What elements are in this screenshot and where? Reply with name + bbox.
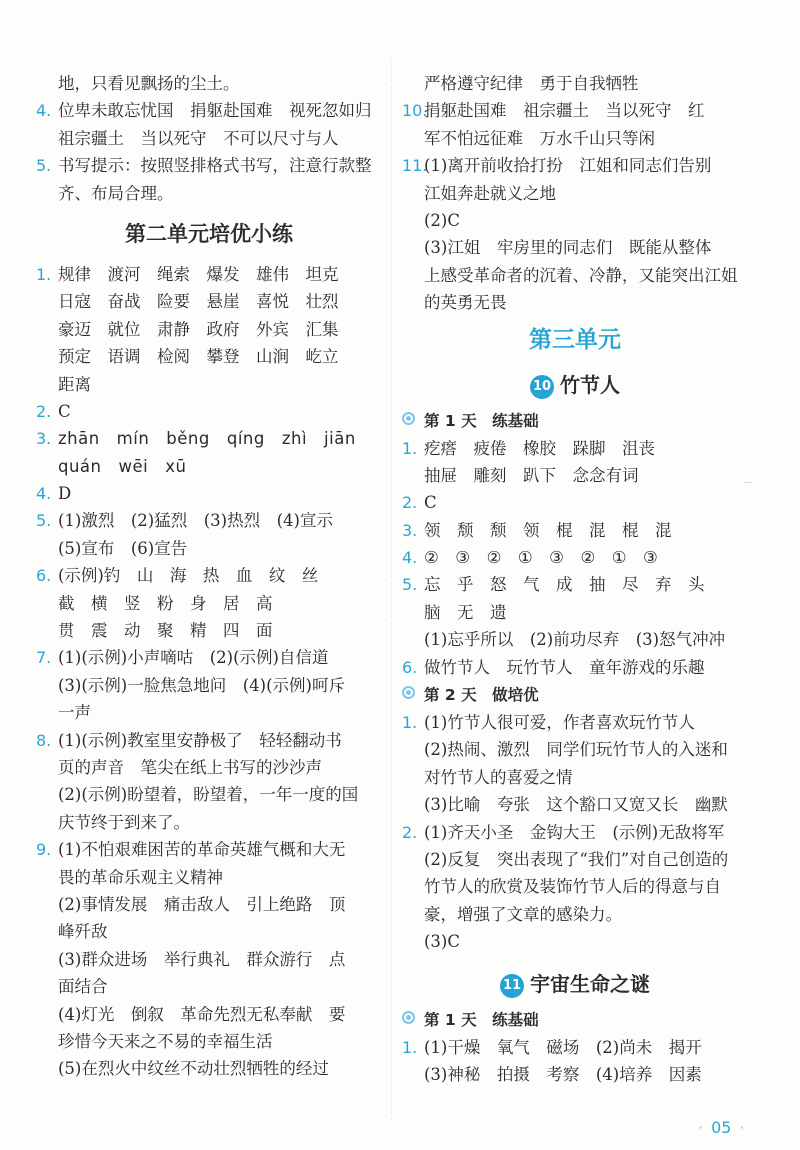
answer-text: (1)不怕艰难困苦的革命英雄气概和大无 xyxy=(58,840,346,860)
answer-text: 疙瘩 疲倦 橡胶 跺脚 沮丧 xyxy=(424,438,655,458)
answer-line xyxy=(36,1028,382,1055)
answer-line xyxy=(402,97,748,124)
answer-line xyxy=(402,764,748,791)
answer-text: 竹节人的欣赏及装饰竹节人后的得意与自 xyxy=(424,877,721,897)
answer-line xyxy=(36,727,382,754)
dot-icon: · xyxy=(739,1118,745,1137)
answer-line xyxy=(402,489,748,516)
answer-line xyxy=(402,1034,748,1061)
answer-text: 豪，增强了文章的感染力。 xyxy=(424,904,622,924)
answer-text: (2)事情发展 痛击敌人 引上绝路 顶 xyxy=(58,894,346,914)
answer-line xyxy=(402,654,748,681)
answer-text: (1)离开前收拾打扮 江姐和同志们告别 xyxy=(424,156,712,176)
lesson-title-text: 竹节人 xyxy=(560,372,620,397)
answer-line xyxy=(402,1061,748,1088)
question-number: 8. xyxy=(36,730,52,750)
answer-line xyxy=(402,736,748,763)
question-number: 5. xyxy=(36,156,52,176)
answer-text: 抽屉 雕刻 趴下 念念有词 xyxy=(424,465,639,485)
answer-line xyxy=(402,599,748,626)
answer-line xyxy=(402,435,748,462)
answer-text: 捐躯赴国难 祖宗疆土 当以死守 红 xyxy=(424,101,705,121)
answer-text: 面结合 xyxy=(58,977,108,997)
answer-text: (3)比喻 夸张 这个豁口又宽又长 幽默 xyxy=(424,795,728,815)
answer-line xyxy=(36,425,382,452)
answer-text: (1)竹节人很可爱，作者喜欢玩竹节人 xyxy=(424,713,695,733)
question-number: 5. xyxy=(402,575,418,595)
answer-line xyxy=(36,125,382,152)
answer-text: (3)(示例)一脸焦急地问 (4)(示例)呵斥 xyxy=(58,675,345,695)
day-heading xyxy=(402,1006,748,1034)
answer-text: (4)灯光 倒叙 革命先烈无私奉献 要 xyxy=(58,1004,346,1024)
answer-line xyxy=(402,819,748,846)
answer-line xyxy=(402,462,748,489)
day-heading xyxy=(402,681,748,709)
answer-line xyxy=(36,398,382,425)
question-number: 3. xyxy=(402,520,418,540)
answer-text: 地，只看见飘扬的尘土。 xyxy=(58,74,240,93)
question-number: 1. xyxy=(402,713,418,733)
answer-text: 贯 震 动 聚 精 四 面 xyxy=(58,621,273,641)
answer-text: 军不怕远征难 万水千山只等闲 xyxy=(424,128,655,148)
answer-text: (2)(示例)盼望着，盼望着，一年一度的国 xyxy=(58,785,359,805)
answer-line xyxy=(402,626,748,653)
answer-text: zhān mín běng qíng zhì jiān xyxy=(58,429,356,449)
question-number: 4. xyxy=(36,101,52,121)
answer-line xyxy=(402,846,748,873)
answer-text: (3)C xyxy=(424,932,460,952)
answer-text: (示例)钓 山 海 热 血 纹 丝 xyxy=(58,566,319,586)
answer-text: 位卑未敢忘忧国 捐躯赴国难 视死忽如归 xyxy=(58,101,372,121)
section-title: 第二单元培优小练 xyxy=(125,221,293,246)
answer-text: (5)在烈火中纹丝不动壮烈牺牲的经过 xyxy=(58,1059,329,1079)
right-column xyxy=(402,70,748,1088)
answer-text: 峰歼敌 xyxy=(58,922,108,942)
question-number: 6. xyxy=(402,657,418,677)
answer-line xyxy=(402,571,748,598)
bullseye-icon xyxy=(402,412,415,425)
answer-line xyxy=(36,809,382,836)
question-number: 2. xyxy=(402,493,418,513)
answer-line xyxy=(36,288,382,315)
question-number: 4. xyxy=(402,548,418,568)
answer-text: 齐、布局合理。 xyxy=(58,183,174,203)
answer-text: 做竹节人 玩竹节人 童年游戏的乐趣 xyxy=(424,657,705,677)
answer-text: (1)齐天小圣 金钩大王 (示例)无敌将军 xyxy=(424,822,725,842)
answer-text: (1)激烈 (2)猛烈 (3)热烈 (4)宣示 xyxy=(58,511,333,531)
column-divider xyxy=(391,60,392,1120)
answer-text: D xyxy=(58,484,72,504)
day-heading-text: 第 2 天 做培优 xyxy=(424,686,539,705)
lesson-10-day2-answers xyxy=(402,709,748,956)
answer-line xyxy=(402,901,748,928)
answer-text: 领 颓 颓 领 棍 混 棍 混 xyxy=(424,520,672,540)
answer-text: (5)宣布 (6)宣告 xyxy=(58,538,188,558)
answer-text: quán wēi xū xyxy=(58,456,187,476)
answer-text: 豪迈 就位 肃静 政府 外宾 汇集 xyxy=(58,319,339,339)
lesson-11-title xyxy=(402,962,748,1006)
question-number: 10. xyxy=(402,101,428,121)
answer-line xyxy=(36,97,382,124)
answer-line xyxy=(402,125,748,152)
answer-text: (1)忘乎所以 (2)前功尽弃 (3)怒气冲冲 xyxy=(424,630,726,650)
answer-text: 畏的革命乐观主义精神 xyxy=(58,867,223,887)
day-heading-text: 第 1 天 练基础 xyxy=(424,1010,539,1029)
answer-text: 对竹节人的喜爱之情 xyxy=(424,767,573,787)
answer-line xyxy=(36,836,382,863)
question-number: 1. xyxy=(36,264,52,284)
answer-text: 庆节终于到来了。 xyxy=(58,812,190,832)
answer-text: 祖宗疆土 当以死守 不可以尺寸与人 xyxy=(58,128,339,148)
answer-text: 预定 语调 检阅 攀登 山涧 屹立 xyxy=(58,347,339,367)
answer-line xyxy=(36,535,382,562)
lesson-number-badge: 11 xyxy=(500,974,524,998)
answer-text: 距离 xyxy=(58,374,91,394)
answer-line xyxy=(36,590,382,617)
answer-line xyxy=(36,507,382,534)
bullseye-icon xyxy=(402,686,415,699)
answer-line xyxy=(36,1055,382,1082)
lesson-title-text: 宇宙生命之谜 xyxy=(530,971,650,996)
question-number: 4. xyxy=(36,484,52,504)
answer-line xyxy=(402,709,748,736)
answer-line xyxy=(36,453,382,480)
unit-title: 第三单元 xyxy=(529,326,621,353)
answer-line xyxy=(402,928,748,955)
answer-text: 一声 xyxy=(58,703,91,723)
answer-line xyxy=(36,70,382,97)
answer-line xyxy=(36,152,382,179)
answer-text: 上感受革命者的沉着、冷静，又能突出江姐 xyxy=(424,265,738,285)
answer-text: (1)(示例)小声嘀咕 (2)(示例)自信道 xyxy=(58,648,329,668)
answer-line xyxy=(402,517,748,544)
right-top-answers xyxy=(402,70,748,317)
day-heading-text: 第 1 天 练基础 xyxy=(424,411,539,430)
answer-text: 书写提示：按照竖排格式书写，注意行款整 xyxy=(58,156,372,176)
answer-line xyxy=(402,544,748,571)
answer-line xyxy=(36,672,382,699)
question-number: 2. xyxy=(36,401,52,421)
lesson-10-day1-answers xyxy=(402,435,748,682)
question-number: 5. xyxy=(36,511,52,531)
answer-text: 严格遵守纪律 勇于自我牺牲 xyxy=(424,74,639,93)
lesson-number-badge: 10 xyxy=(530,375,554,399)
answer-line xyxy=(36,864,382,891)
answer-line xyxy=(402,262,748,289)
answer-line xyxy=(36,973,382,1000)
answer-text: (2)C xyxy=(424,210,460,230)
lesson-11-day1-answers xyxy=(402,1034,748,1089)
answer-line xyxy=(36,180,382,207)
answer-line xyxy=(36,781,382,808)
answer-text: ② ③ ② ① ③ ② ① ③ xyxy=(424,548,658,568)
question-number: 3. xyxy=(36,429,52,449)
answer-line xyxy=(36,261,382,288)
answer-line xyxy=(36,918,382,945)
page-number xyxy=(690,1118,753,1137)
left-column xyxy=(36,70,382,1083)
answer-line xyxy=(402,207,748,234)
answer-text: 忘 乎 怒 气 成 抽 尽 弃 头 xyxy=(424,575,705,595)
answer-line xyxy=(36,1001,382,1028)
answer-line xyxy=(36,644,382,671)
dot-icon: · xyxy=(698,1118,704,1137)
answer-text: 页的声音 笔尖在纸上书写的沙沙声 xyxy=(58,757,322,777)
answer-text: 江姐奔赴就义之地 xyxy=(424,183,556,203)
answer-text: 珍惜今天来之不易的幸福生活 xyxy=(58,1031,273,1051)
answer-line xyxy=(402,791,748,818)
answer-line xyxy=(402,180,748,207)
answer-line xyxy=(36,316,382,343)
bullseye-icon xyxy=(402,1011,415,1024)
answer-line xyxy=(36,891,382,918)
answer-line xyxy=(402,289,748,316)
question-number: 9. xyxy=(36,840,52,860)
answer-line xyxy=(402,873,748,900)
answer-text: (2)热闹、激烈 同学们玩竹节人的入迷和 xyxy=(424,740,728,760)
answer-line xyxy=(36,699,382,726)
answer-line xyxy=(36,480,382,507)
question-number: 1. xyxy=(402,1037,418,1057)
question-number: 11. xyxy=(402,156,428,176)
answer-line xyxy=(36,562,382,589)
answer-text: 的英勇无畏 xyxy=(424,293,507,313)
answer-text: 日寇 奋战 险要 悬崖 喜悦 壮烈 xyxy=(58,292,339,312)
answer-text: (3)江姐 牢房里的同志们 既能从整体 xyxy=(424,238,712,258)
answer-line xyxy=(402,70,748,97)
answer-line xyxy=(36,946,382,973)
answer-text: (3)群众进场 举行典礼 群众游行 点 xyxy=(58,949,346,969)
day-heading xyxy=(402,407,748,435)
question-number: 2. xyxy=(402,822,418,842)
question-number: 7. xyxy=(36,648,52,668)
answer-text: 截 横 竖 粉 身 居 高 xyxy=(58,593,273,613)
answer-line xyxy=(36,343,382,370)
answer-text: (2)反复 突出表现了“我们”对自己创造的 xyxy=(424,849,729,869)
lesson-10-title xyxy=(402,363,748,407)
answer-text: 脑 无 遗 xyxy=(424,602,507,622)
answer-text: (1)(示例)教室里安静极了 轻轻翻动书 xyxy=(58,730,342,750)
answer-text: 规律 渡河 绳索 爆发 雄伟 坦克 xyxy=(58,264,339,284)
answer-text: C xyxy=(58,401,71,421)
answer-line xyxy=(36,617,382,644)
answer-line xyxy=(36,754,382,781)
page-number-text: 05 xyxy=(711,1118,732,1137)
answer-line xyxy=(36,371,382,398)
answer-line xyxy=(402,234,748,261)
question-number: 6. xyxy=(36,566,52,586)
answer-line xyxy=(402,152,748,179)
unit2-answers xyxy=(36,261,382,1083)
left-top-answers xyxy=(36,70,382,207)
answer-text: C xyxy=(424,493,437,513)
question-number: 1. xyxy=(402,438,418,458)
answer-text: (1)干燥 氧气 磁场 (2)尚未 揭开 xyxy=(424,1037,702,1057)
answer-text: (3)神秘 拍摄 考察 (4)培养 因素 xyxy=(424,1064,702,1084)
